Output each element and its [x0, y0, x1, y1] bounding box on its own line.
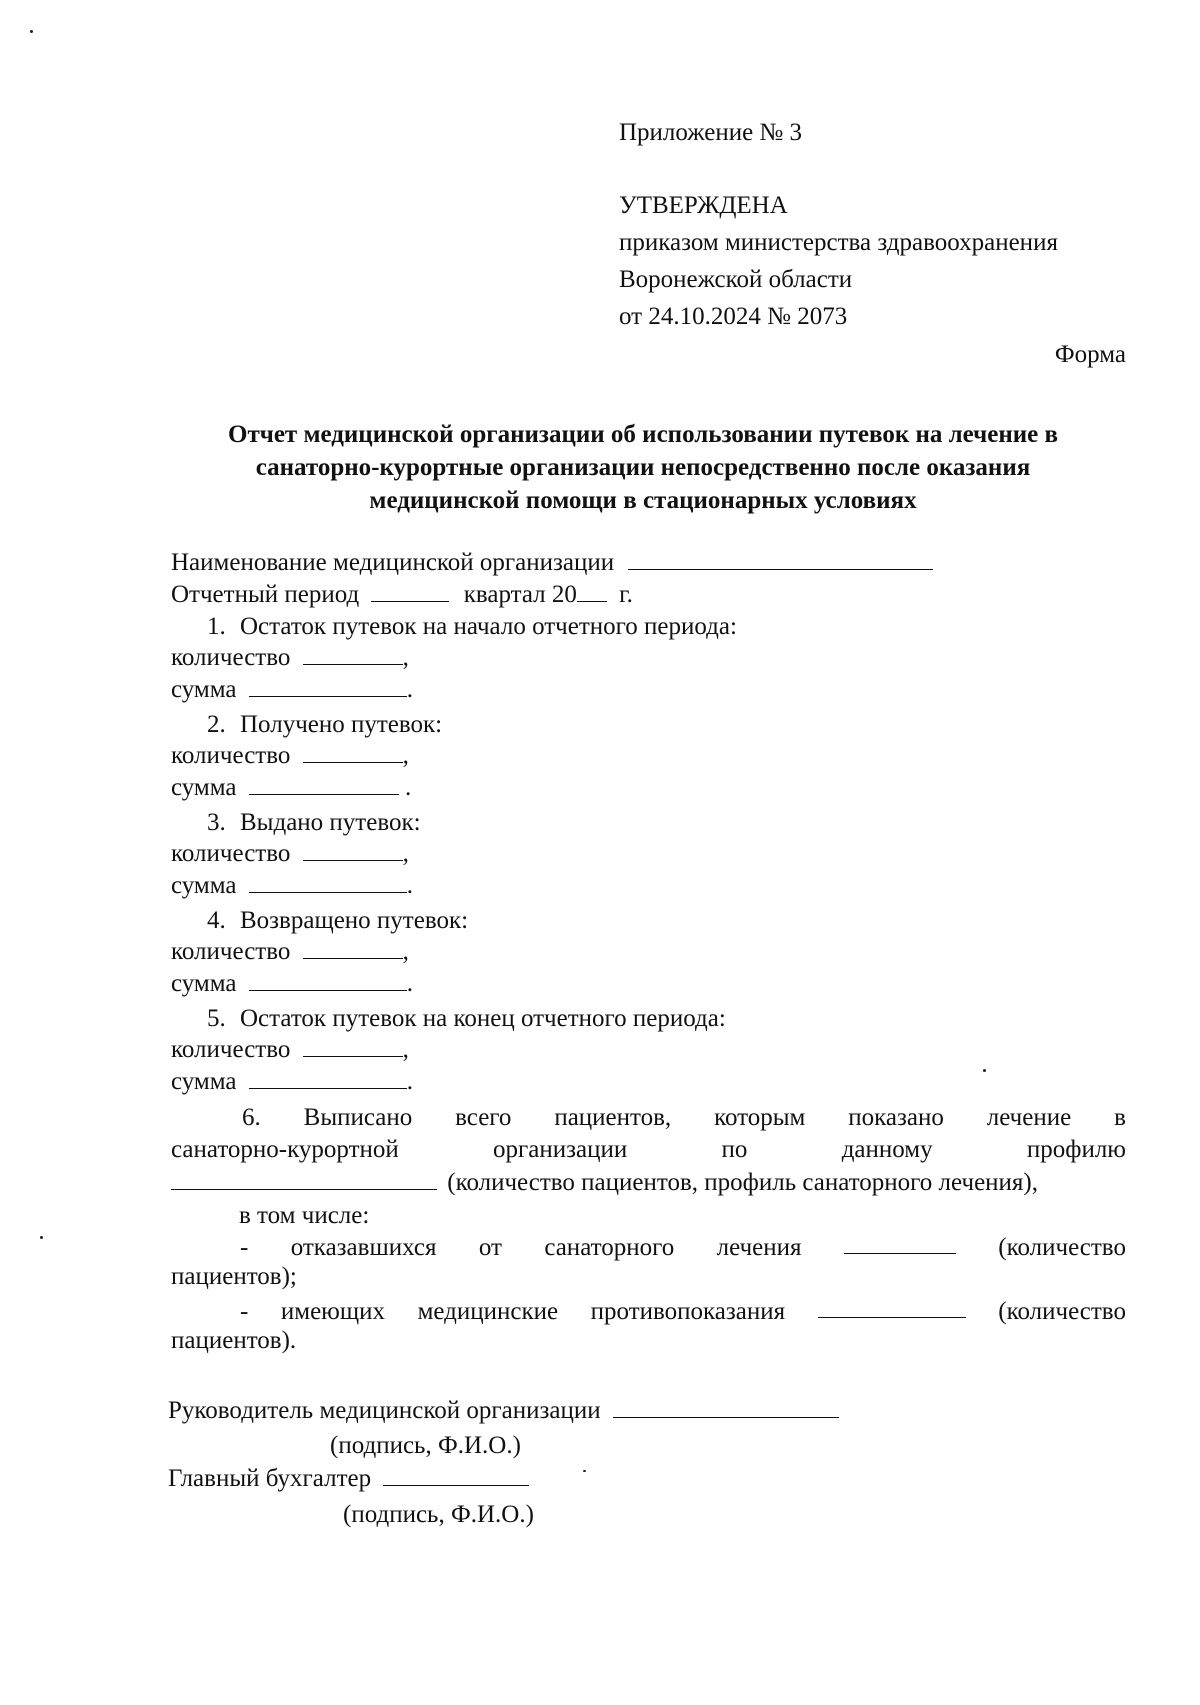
section-5-text: Остаток путевок на конец отчетного периода: — [240, 1005, 726, 1032]
item-6-word: данному — [841, 1136, 933, 1163]
comma: , — [402, 742, 409, 769]
period-year-suffix: г. — [619, 581, 633, 608]
item-6-word: санаторного — [544, 1234, 675, 1261]
report-title-line-2: санаторно-курортные организации непосредственно после оказания — [255, 454, 1031, 481]
order-line-3: от 24.10.2024 № 2073 — [619, 303, 848, 330]
section-3-quantity-row — [171, 839, 409, 869]
item-6-line-3-text: (количество пациентов, профиль санаторного лечения), — [447, 1169, 1038, 1196]
period-quarter-field[interactable] — [371, 581, 449, 602]
approved-label: УТВЕРЖДЕНА — [619, 192, 788, 219]
scan-speck — [30, 30, 33, 33]
report-title — [160, 418, 1126, 517]
section-1-title — [207, 612, 737, 642]
report-title-line-3: медицинской помощи в стационарных условиях — [369, 487, 917, 514]
item-6-word: лечения — [716, 1234, 802, 1261]
section-2-quantity-row — [171, 741, 409, 771]
head-signature-label: Руководитель медицинской организации — [168, 1397, 601, 1424]
item-6-line-1 — [171, 1103, 1126, 1133]
item-6-word: санаторно-курортной — [171, 1136, 399, 1163]
section-5-quantity-field[interactable] — [303, 1036, 403, 1057]
sum-label: сумма — [171, 774, 237, 801]
section-5-title — [207, 1004, 726, 1034]
org-name-row — [171, 548, 933, 578]
report-title-line-1: Отчет медицинской организации об использовании путевок на лечение в — [228, 421, 1058, 448]
section-4-quantity-field[interactable] — [303, 938, 403, 959]
item-6-word: лечение — [986, 1104, 1072, 1131]
section-2-text: Получено путевок: — [240, 711, 443, 738]
item-6-word: 6. — [242, 1104, 261, 1131]
section-2-number: 2. — [207, 711, 226, 738]
quantity-label: количество — [171, 644, 291, 671]
item-6-line-2 — [171, 1135, 1126, 1165]
item-6-word: (количество — [998, 1298, 1126, 1325]
period-label: Отчетный период — [171, 581, 360, 608]
accountant-signature-field[interactable] — [383, 1465, 529, 1486]
period-quarter-label: квартал 20 — [463, 581, 577, 608]
comma: , — [402, 938, 409, 965]
item-6-refused-cont: пациентов); — [171, 1263, 297, 1290]
item-6-contra-cont: пациентов). — [171, 1327, 297, 1354]
head-signature-hint: (подпись, Ф.И.О.) — [330, 1432, 521, 1459]
item-6-including: в том числе: — [239, 1202, 370, 1229]
scan-speck — [983, 1069, 986, 1072]
head-signature-field[interactable] — [613, 1397, 839, 1418]
quantity-label: количество — [171, 938, 291, 965]
section-4-sum-field[interactable] — [249, 970, 407, 991]
order-line-1: приказом министерства здравоохранения — [619, 229, 1058, 256]
quantity-label: количество — [171, 840, 291, 867]
refused-count-field[interactable] — [844, 1233, 956, 1254]
period-mark: . — [406, 1068, 414, 1095]
item-6-word: (количество — [998, 1234, 1126, 1261]
org-name-label: Наименование медицинской организации — [171, 549, 615, 576]
section-3-title — [207, 808, 421, 838]
comma: , — [402, 840, 409, 867]
section-1-sum-row — [171, 675, 413, 705]
comma: , — [402, 644, 409, 671]
section-2-title — [207, 710, 442, 740]
section-5-number: 5. — [207, 1005, 226, 1032]
appendix-number: Приложение № 3 — [619, 119, 803, 146]
section-2-sum-field[interactable] — [249, 774, 399, 795]
item-6-word: пациентов, — [554, 1104, 672, 1131]
item-6-contra-line — [171, 1297, 1126, 1327]
scan-speck — [40, 1236, 43, 1239]
org-name-field[interactable] — [628, 549, 933, 570]
period-mark: . — [405, 774, 412, 801]
section-3-sum-row — [171, 871, 413, 901]
item-6-refused-line — [171, 1233, 1126, 1263]
section-2-sum-row — [171, 773, 411, 803]
head-signature-row — [168, 1396, 839, 1426]
section-1-quantity-row — [171, 643, 409, 673]
period-year-field[interactable] — [577, 581, 607, 602]
contraindications-count-field[interactable] — [818, 1297, 966, 1318]
period-row — [171, 580, 633, 610]
section-5-quantity-row — [171, 1035, 409, 1065]
sum-label: сумма — [171, 1068, 237, 1095]
item-6-word: - — [240, 1234, 249, 1261]
section-2-quantity-field[interactable] — [303, 742, 403, 763]
item-6-word: по — [721, 1136, 748, 1163]
section-3-quantity-field[interactable] — [303, 840, 403, 861]
period-mark: . — [406, 872, 414, 899]
section-4-quantity-row — [171, 937, 409, 967]
quantity-label: количество — [171, 1036, 291, 1063]
item-6-word: имеющих — [280, 1298, 385, 1325]
section-1-sum-field[interactable] — [249, 676, 407, 697]
sum-label: сумма — [171, 872, 237, 899]
item-6-word: всего — [455, 1104, 512, 1131]
accountant-signature-row — [168, 1464, 529, 1494]
item-6-word: показано — [848, 1104, 944, 1131]
form-label: Форма — [1054, 341, 1126, 368]
section-3-sum-field[interactable] — [249, 872, 407, 893]
item-6-word: которым — [714, 1104, 806, 1131]
section-4-title — [207, 906, 468, 936]
quantity-label: количество — [171, 742, 291, 769]
item-6-word: отказавшихся — [290, 1234, 437, 1261]
comma: , — [402, 1036, 409, 1063]
section-1-text: Остаток путевок на начало отчетного периода: — [240, 613, 737, 640]
item-6-word: противопоказания — [590, 1298, 786, 1325]
section-3-number: 3. — [207, 809, 226, 836]
period-mark: . — [406, 970, 414, 997]
item-6-line-3 — [171, 1168, 1038, 1198]
section-1-number: 1. — [207, 613, 226, 640]
section-3-text: Выдано путевок: — [240, 809, 421, 836]
sum-label: сумма — [171, 676, 237, 703]
item-6-word: Выписано — [303, 1104, 413, 1131]
sum-label: сумма — [171, 970, 237, 997]
item-6-patients-profile-field[interactable] — [171, 1169, 437, 1190]
section-1-quantity-field[interactable] — [303, 644, 403, 665]
item-6-word: профилю — [1026, 1136, 1126, 1163]
scan-speck — [583, 1470, 586, 1472]
item-6-word: в — [1114, 1104, 1126, 1131]
item-6-word: от — [478, 1234, 502, 1261]
item-6-word: - — [240, 1298, 249, 1325]
section-5-sum-row — [171, 1067, 413, 1097]
item-6-word: медицинские — [417, 1298, 559, 1325]
section-4-text: Возвращено путевок: — [240, 907, 469, 934]
section-5-sum-field[interactable] — [249, 1068, 407, 1089]
order-line-2: Воронежской области — [619, 266, 853, 293]
accountant-signature-hint: (подпись, Ф.И.О.) — [343, 1501, 534, 1528]
accountant-signature-label: Главный бухгалтер — [168, 1465, 372, 1492]
period-mark: . — [406, 676, 414, 703]
section-4-sum-row — [171, 969, 413, 999]
item-6-word: организации — [493, 1136, 628, 1163]
section-4-number: 4. — [207, 907, 226, 934]
